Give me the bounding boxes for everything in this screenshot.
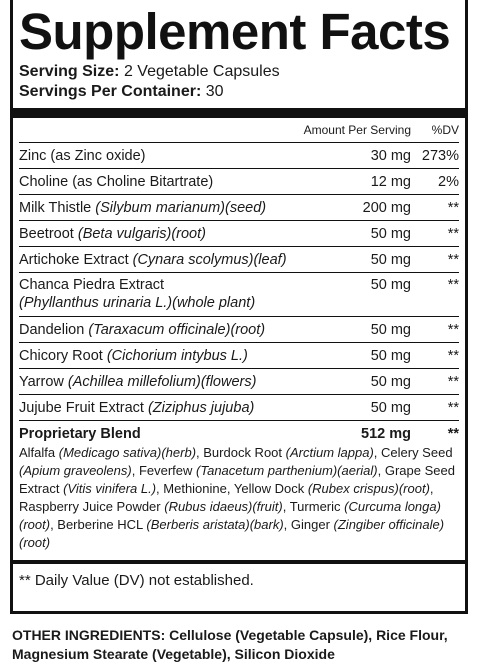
ingredient-dv: ** [447, 347, 459, 364]
blend-ingredient-text: , Burdock Root [196, 445, 286, 460]
blend-ingredient-text: , Turmeric [282, 499, 345, 514]
blend-ingredient-text: , Berberine HCL [50, 517, 147, 532]
blend-name: Proprietary Blend [19, 425, 141, 442]
ingredient-dv: ** [447, 373, 459, 390]
nutrient-table [19, 142, 459, 420]
table-row [19, 316, 459, 342]
blend-ingredient-text: (Tanacetum parthenium)(aerial) [196, 463, 378, 478]
ingredient-name [19, 200, 331, 216]
servings-per-container-value: 30 [205, 83, 224, 100]
ingredient-common-name: Dandelion [19, 321, 85, 338]
blend-ingredients [19, 444, 459, 552]
table-row [19, 142, 459, 168]
other-ingredients [12, 626, 470, 664]
ingredient-common-name: Chanca Piedra Extract [19, 277, 165, 293]
blend-row [19, 420, 459, 446]
ingredient-amount: 30 mg [370, 147, 411, 164]
ingredient-amount: 50 mg [370, 399, 411, 416]
ingredient-common-name: Milk Thistle [19, 199, 92, 216]
dv-header: %DV [431, 123, 459, 137]
ingredient-latin-name: (Phyllanthus urinaria L.)(whole plant) [19, 295, 256, 311]
ingredient-name [19, 252, 331, 268]
ingredient-dv: ** [447, 399, 459, 416]
ingredient-latin-name: (Cynara scolymus)(leaf) [132, 251, 287, 268]
ingredient-name [19, 348, 331, 364]
ingredient-common-name: Chicory Root [19, 347, 103, 364]
other-ingredients-text: Cellulose (Vegetable Capsule), Rice Flour, Magnesium Stearate (Vegetable), Silicon Dioxide [12, 627, 448, 662]
ingredient-common-name: Choline (as Choline Bitartrate) [19, 173, 214, 190]
servings-per-container-label: Servings Per Container: [19, 83, 202, 100]
ingredient-common-name: Zinc (as Zinc oxide) [19, 147, 146, 164]
bottom-divider [13, 560, 465, 564]
blend-ingredient-text: (Apium graveolens) [19, 463, 132, 478]
blend-ingredient-text: , Methionine, Yellow Dock [156, 481, 308, 496]
table-row [19, 394, 459, 420]
servings-per-container [19, 82, 459, 102]
ingredient-dv: ** [447, 199, 459, 216]
ingredient-name [19, 322, 331, 338]
table-row [19, 368, 459, 394]
blend-ingredient-text: , Ginger [283, 517, 334, 532]
ingredient-dv: ** [447, 321, 459, 338]
blend-ingredient-text: (Vitis vinifera L.) [63, 481, 157, 496]
ingredient-name [19, 276, 331, 312]
ingredient-name [19, 400, 331, 416]
ingredient-latin-name: (Taraxacum officinale)(root) [88, 321, 266, 338]
blend-amount: 512 mg [361, 425, 411, 442]
ingredient-common-name: Beetroot [19, 225, 74, 242]
ingredient-dv: 273% [421, 147, 459, 164]
ingredient-amount: 50 mg [370, 225, 411, 242]
table-row [19, 168, 459, 194]
ingredient-amount: 50 mg [370, 251, 411, 268]
ingredient-common-name: Yarrow [19, 373, 64, 390]
ingredient-latin-name: (Achillea millefolium)(flowers) [67, 373, 257, 390]
ingredient-name [19, 374, 331, 390]
ingredient-latin-name: (Cichorium intybus L.) [106, 347, 248, 364]
ingredient-amount: 50 mg [370, 373, 411, 390]
ingredient-dv: ** [447, 277, 459, 293]
blend-ingredient-text: (Rubus idaeus)(fruit) [164, 499, 283, 514]
serving-size [19, 62, 459, 82]
table-row [19, 194, 459, 220]
blend-ingredient-text: (Medicago sativa)(herb) [58, 445, 197, 460]
ingredient-amount: 12 mg [370, 173, 411, 190]
blend-ingredient-text: Alfalfa [19, 445, 59, 460]
table-row [19, 246, 459, 272]
ingredient-amount: 50 mg [370, 321, 411, 338]
blend-ingredient-text: (Zingiber officinale)(root) [19, 517, 445, 550]
blend-ingredient-text: (Curcuma longa)(root) [19, 499, 441, 532]
serving-size-value: 2 Vegetable Capsules [123, 63, 280, 80]
other-ingredients-label: OTHER INGREDIENTS: [12, 627, 166, 643]
ingredient-name [19, 174, 331, 190]
blend-dv: ** [447, 425, 459, 442]
ingredient-amount: 50 mg [370, 277, 411, 293]
blend-ingredient-text: , Raspberry Juice Powder [19, 481, 434, 514]
blend-ingredient-text: , Feverfew [131, 463, 197, 478]
ingredient-amount: 200 mg [362, 199, 411, 216]
panel-title: Supplement Facts [19, 3, 451, 60]
blend-ingredient-text: (Berberis aristata)(bark) [146, 517, 284, 532]
amount-header: Amount Per Serving [303, 123, 411, 137]
serving-size-label: Serving Size: [19, 63, 120, 80]
blend-ingredient-text: (Arctium lappa) [285, 445, 374, 460]
ingredient-common-name: Artichoke Extract [19, 251, 129, 268]
ingredient-latin-name: (Beta vulgaris)(root) [77, 225, 206, 242]
ingredient-name [19, 226, 331, 242]
ingredient-amount: 50 mg [370, 347, 411, 364]
blend-ingredient-text: (Rubex crispus)(root) [307, 481, 430, 496]
blend-ingredient-text: , Grape Seed Extract [19, 463, 455, 496]
column-header [19, 118, 459, 142]
thick-divider [13, 108, 465, 118]
ingredient-dv: ** [447, 251, 459, 268]
ingredient-latin-name: (Ziziphus jujuba) [147, 399, 255, 416]
ingredient-common-name: Jujube Fruit Extract [19, 399, 144, 416]
blend-ingredient-text: , Celery Seed [373, 445, 453, 460]
table-row [19, 272, 459, 316]
supplement-facts-panel [10, 0, 468, 614]
table-row [19, 220, 459, 246]
ingredient-dv: ** [447, 225, 459, 242]
ingredient-name [19, 148, 331, 164]
table-row [19, 342, 459, 368]
ingredient-dv: 2% [438, 173, 459, 190]
ingredient-latin-name: (Silybum marianum)(seed) [95, 199, 267, 216]
footnote: ** Daily Value (DV) not established. [19, 572, 254, 589]
